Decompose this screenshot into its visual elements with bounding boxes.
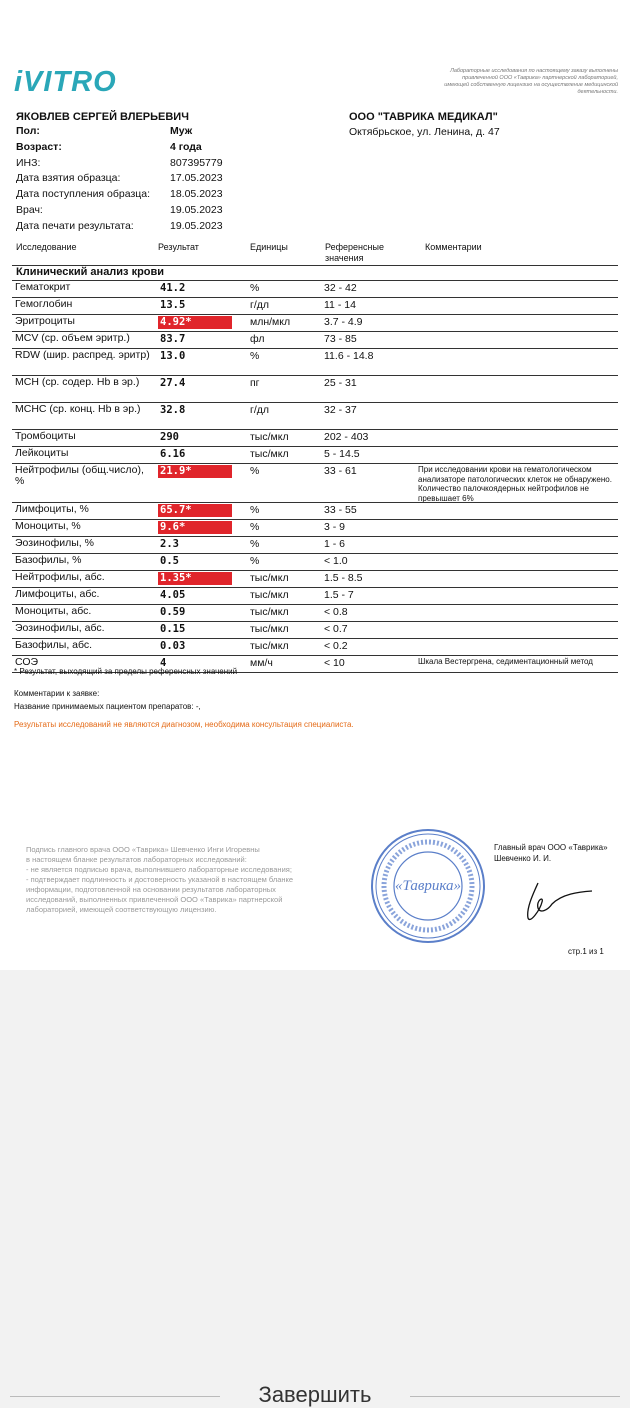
test-name: Базофилы, % — [15, 554, 82, 566]
test-result: 4.92* — [158, 316, 232, 329]
table-row — [12, 621, 618, 638]
signature-note-line: информации, подготовленной на основании результатов лабораторных — [26, 885, 276, 894]
test-ref: 11 - 14 — [324, 299, 356, 311]
test-result: 13.5 — [160, 299, 186, 311]
lab-note: Лабораторные исследования по настоящему заказу выполнены привлеченной ООО «Таврика» партнерской лабораторией, имеющей собственную лицензию на осуществление медицинской деятельности. — [444, 68, 618, 95]
table-row — [12, 463, 618, 502]
signature-note-line: - подтверждает подлинность и достоверность указаной в настоящем бланке — [26, 875, 294, 884]
table-row — [12, 375, 618, 402]
abnormal-note: * Результат, выходящий за пределы референсных значений — [14, 667, 238, 676]
finish-divider-left — [10, 1396, 220, 1397]
stamp-seal — [368, 826, 488, 946]
org-name: ООО "ТАВРИКА МЕДИКАЛ" — [349, 111, 498, 123]
signer-block — [494, 843, 608, 864]
test-ref: < 0.8 — [324, 606, 348, 618]
test-name: Нейтрофилы (общ.число), % — [15, 464, 144, 487]
test-name: RDW (шир. распред. эритр) — [15, 349, 150, 361]
signer-title: Главный врач ООО «Таврика» — [494, 843, 608, 852]
test-result: 4.05 — [160, 589, 186, 601]
test-result: 4 — [160, 657, 167, 669]
svg-text:«Таврика»: «Таврика» — [395, 878, 461, 894]
test-name: Гематокрит — [15, 281, 71, 293]
test-units: тыс/мкл — [250, 572, 289, 584]
test-ref: 73 - 85 — [324, 333, 357, 345]
test-ref: 202 - 403 — [324, 431, 369, 443]
signature-note-line: исследований, выполненных привлеченной ООО «Таврика» партнерской — [26, 895, 283, 904]
drugs-note: Название принимаемых пациентом препаратов: -, — [14, 702, 201, 711]
test-units: тыс/мкл — [250, 448, 289, 460]
test-result: 2.3 — [160, 538, 179, 550]
header-result: Результат — [158, 242, 199, 252]
table-row — [12, 519, 618, 536]
test-units: % — [250, 521, 260, 533]
header-units: Единицы — [250, 242, 288, 252]
test-units: тыс/мкл — [250, 640, 289, 652]
test-result: 27.4 — [160, 377, 186, 389]
test-name: Моноциты, абс. — [15, 605, 92, 617]
page-number: стр.1 из 1 — [568, 947, 604, 956]
test-result: 0.5 — [160, 555, 179, 567]
table-row — [12, 604, 618, 621]
test-ref: 32 - 37 — [324, 404, 357, 416]
test-units: тыс/мкл — [250, 623, 289, 635]
table-row — [12, 402, 618, 429]
test-name: Эозинофилы, абс. — [15, 622, 105, 634]
test-units: фл — [250, 333, 265, 345]
test-ref: < 0.2 — [324, 640, 348, 652]
test-units: мм/ч — [250, 657, 273, 669]
test-name: Базофилы, абс. — [15, 639, 93, 651]
patient-field-label: Пол: — [16, 125, 40, 137]
patient-field-label: Дата поступления образца: — [16, 188, 151, 201]
table-row — [12, 587, 618, 604]
test-ref: 25 - 31 — [324, 377, 357, 389]
patient-field-label: Дата взятия образца: — [16, 172, 121, 185]
test-result: 0.03 — [160, 640, 186, 652]
header-test: Исследование — [16, 242, 77, 252]
test-ref: 5 - 14.5 — [324, 448, 360, 460]
test-ref: 3 - 9 — [324, 521, 346, 533]
test-result: 41.2 — [160, 282, 186, 294]
test-units: % — [250, 538, 260, 550]
finish-divider-right — [410, 1396, 620, 1397]
test-units: тыс/мкл — [250, 606, 289, 618]
test-ref: 32 - 42 — [324, 282, 357, 294]
test-result: 65.7* — [158, 504, 232, 517]
test-ref: 1.5 - 7 — [324, 589, 354, 601]
disclaimer: Результаты исследований не являются диагнозом, необходима консультация специалиста. — [14, 720, 354, 729]
signature-note-line: в настоящем бланке результатов лабораторных исследований: — [26, 855, 247, 864]
patient-field-value: 19.05.2023 — [170, 219, 223, 232]
table-row — [12, 331, 618, 348]
test-units: % — [250, 282, 260, 294]
handwritten-signature — [522, 880, 602, 925]
patient-field-label: ИНЗ: — [16, 156, 41, 169]
test-name: Нейтрофилы, абс. — [15, 571, 105, 583]
test-units: % — [250, 350, 260, 362]
test-name: Моноциты, % — [15, 520, 81, 532]
test-name: Гемоглобин — [15, 298, 73, 310]
test-units: млн/мкл — [250, 316, 291, 328]
test-name: Эозинофилы, % — [15, 537, 94, 549]
test-name: MCHC (ср. конц. Hb в эр.) — [15, 403, 141, 415]
test-result: 290 — [160, 431, 179, 443]
comments-label: Комментарии к заявке: — [14, 689, 100, 698]
test-ref: 33 - 55 — [324, 504, 357, 516]
test-result: 1.35* — [158, 572, 232, 585]
test-result: 9.6* — [158, 521, 232, 534]
test-result: 0.15 — [160, 623, 186, 635]
patient-field-value: 18.05.2023 — [170, 188, 223, 201]
org-address: Октябрьское, ул. Ленина, д. 47 — [349, 126, 500, 138]
test-units: г/дл — [250, 299, 270, 311]
test-units: % — [250, 504, 260, 516]
table-row — [12, 429, 618, 446]
test-units: % — [250, 555, 260, 567]
test-ref: 3.7 - 4.9 — [324, 316, 363, 328]
test-result: 6.16 — [160, 448, 186, 460]
test-result: 83.7 — [160, 333, 186, 345]
test-ref: < 0.7 — [324, 623, 348, 635]
signature-note — [26, 845, 326, 915]
patient-field-label: Дата печати результата: — [16, 219, 134, 232]
table-row — [12, 638, 618, 655]
patient-field-value: 17.05.2023 — [170, 172, 223, 185]
test-ref: 11.6 - 14.8 — [324, 350, 374, 362]
test-comment: Шкала Вестергрена, седиментационный метод — [418, 657, 593, 666]
test-result: 32.8 — [160, 404, 186, 416]
patient-field-value: 4 года — [170, 140, 202, 153]
table-row — [12, 314, 618, 331]
patient-field-label: Возраст: — [16, 140, 62, 153]
patient-field-value: 807395779 — [170, 156, 223, 169]
header-comment: Комментарии — [425, 242, 482, 252]
test-units: пг — [250, 377, 260, 389]
table-row — [12, 502, 618, 519]
test-units: тыс/мкл — [250, 431, 289, 443]
test-ref: 1.5 - 8.5 — [324, 572, 363, 584]
test-units: г/дл — [250, 404, 270, 416]
table-row — [12, 348, 618, 375]
patient-field-value: Муж — [170, 125, 193, 137]
test-name: Тромбоциты — [15, 430, 76, 442]
test-name: Лимфоциты, абс. — [15, 588, 100, 600]
test-name: Эритроциты — [15, 315, 75, 327]
table-row — [12, 297, 618, 314]
header-ref: Референсные значения — [325, 242, 384, 263]
table-row — [12, 570, 618, 587]
finish-label: Завершить — [258, 1382, 372, 1407]
test-name: MCH (ср. содер. Hb в эр.) — [15, 376, 140, 388]
finish-button[interactable] — [0, 1382, 630, 1408]
test-result: 13.0 — [160, 350, 186, 362]
table-row — [12, 536, 618, 553]
test-name: MCV (ср. объем эритр.) — [15, 332, 130, 344]
test-ref: < 1.0 — [324, 555, 348, 567]
test-ref: 1 - 6 — [324, 538, 346, 550]
patient-field-value: 19.05.2023 — [170, 203, 223, 216]
table-row — [12, 446, 618, 463]
signature-note-line: лабораторией, имеющей соответствующую лицензию. — [26, 905, 217, 914]
test-name: СОЭ — [15, 656, 39, 668]
patient-field-label: Врач: — [16, 203, 43, 216]
signature-note-line: - не является подписью врача, выполнившего лабораторные исследования; — [26, 865, 292, 874]
results-table — [12, 280, 618, 673]
test-comment: При исследовании крови на гематологическом анализаторе патологических клеток не обнаружено. Количество палочкоядерных нейтрофилов не превышает 6% — [418, 465, 612, 503]
test-units: % — [250, 465, 260, 477]
test-result: 21.9* — [158, 465, 232, 478]
test-result: 0.59 — [160, 606, 186, 618]
section-title: Клинический анализ крови — [16, 266, 165, 278]
test-name: Лейкоциты — [15, 447, 69, 459]
test-name: Лимфоциты, % — [15, 503, 89, 515]
table-row — [12, 280, 618, 297]
signer-name: Шевченко И. И. — [494, 853, 552, 863]
table-row — [12, 553, 618, 570]
brand-logo: iVITRO — [14, 66, 117, 98]
patient-name: ЯКОВЛЕВ СЕРГЕЙ ВЛЕРЬЕВИЧ — [16, 111, 189, 123]
test-ref: 33 - 61 — [324, 465, 357, 477]
test-ref: < 10 — [324, 657, 345, 669]
signature-note-line: Подпись главного врача ООО «Таврика» Шевченко Инги Игоревны — [26, 845, 260, 854]
test-units: тыс/мкл — [250, 589, 289, 601]
